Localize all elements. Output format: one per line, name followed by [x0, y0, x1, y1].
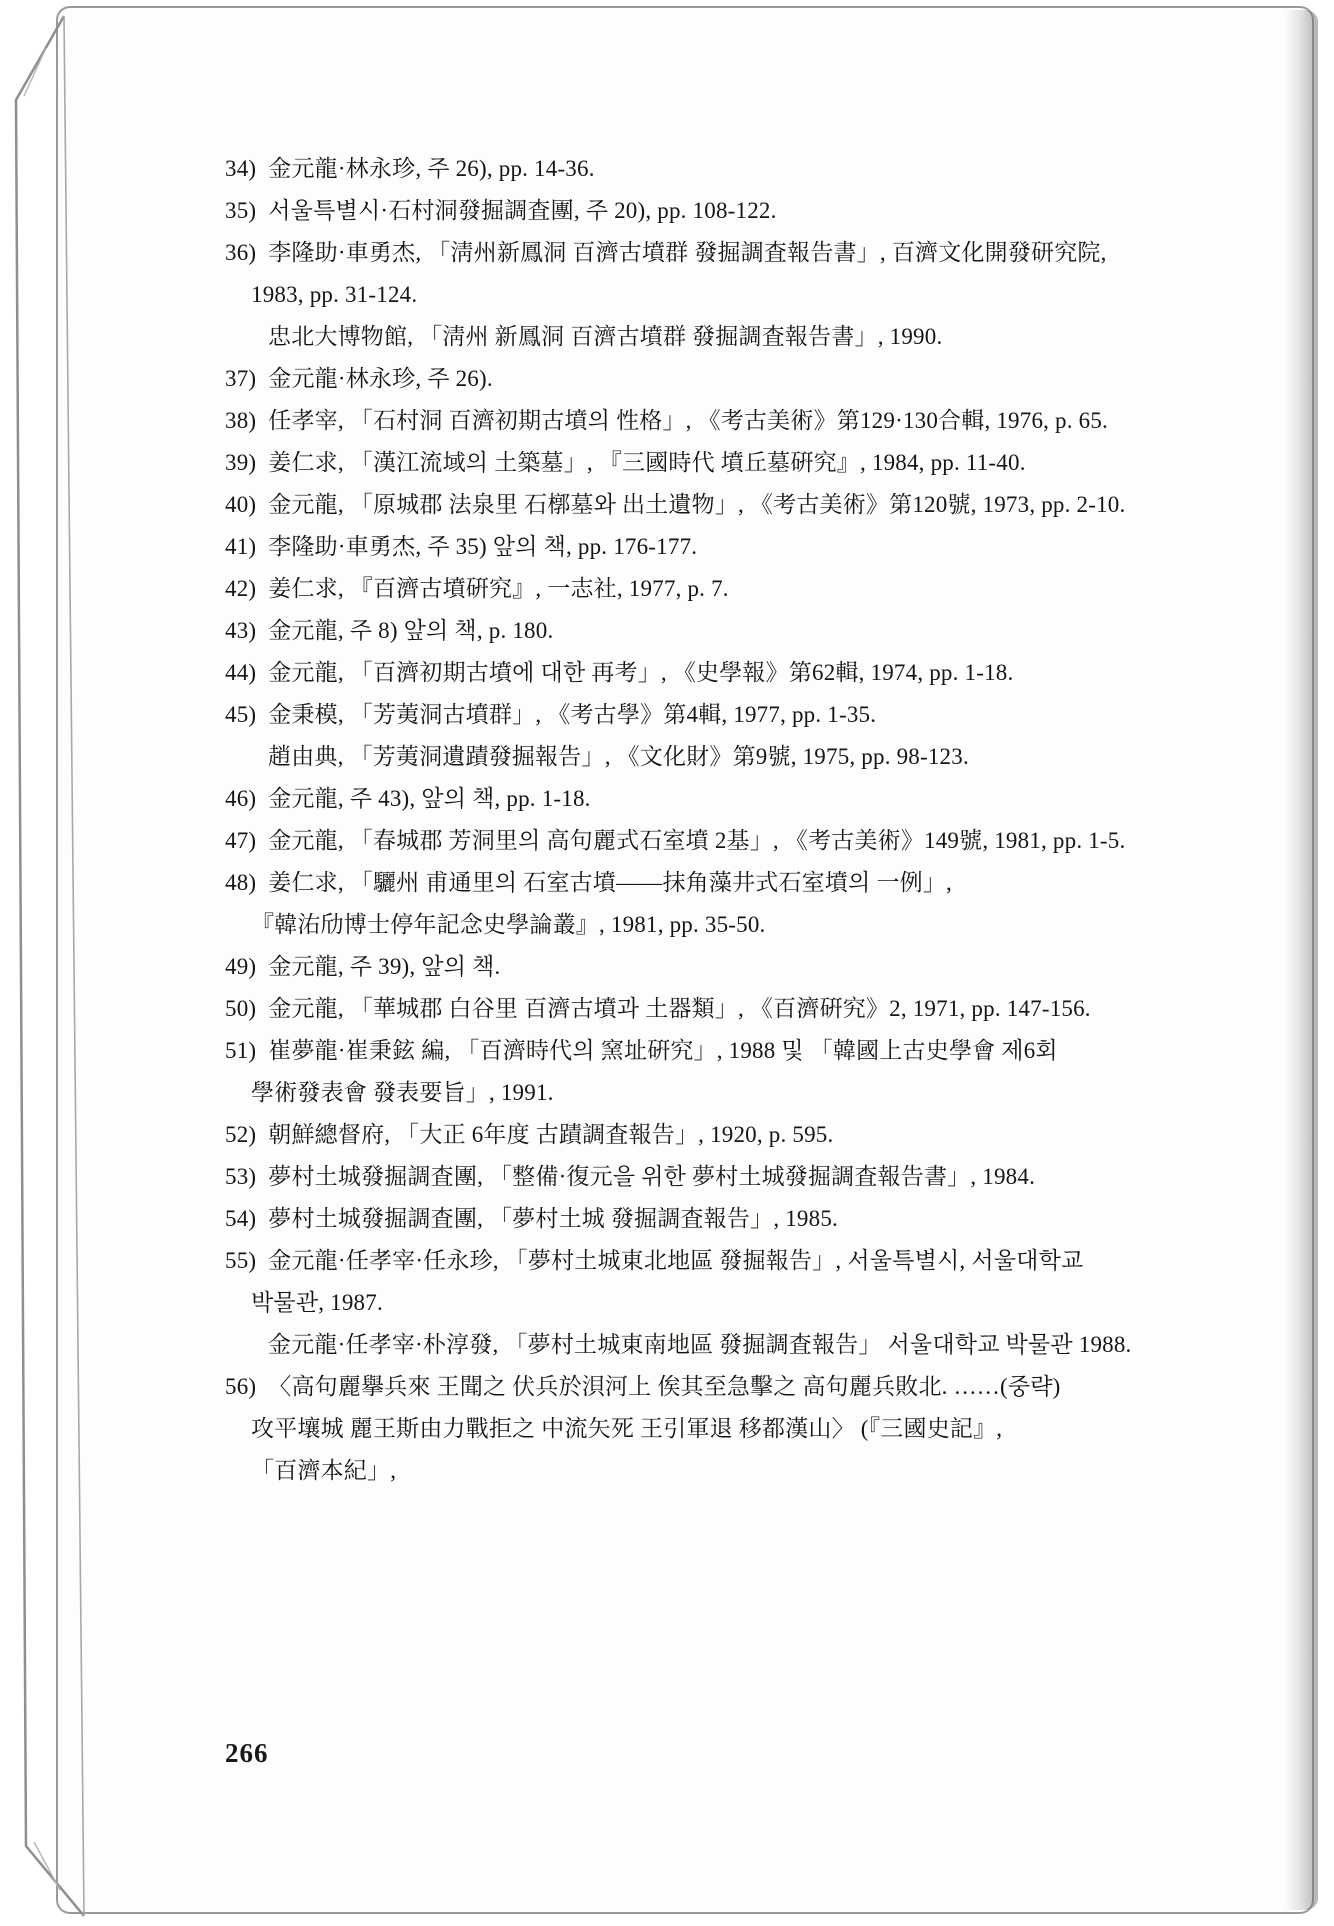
reference-entry — [225, 568, 1137, 610]
reference-text: 趙由典, 「芳荑洞遺蹟發掘報告」, 《文化財》第9號, 1975, pp. 98-123. — [268, 744, 969, 769]
reference-entry — [225, 1240, 1137, 1324]
reference-entry — [225, 1030, 1137, 1114]
reference-number: 55) — [225, 1248, 257, 1273]
reference-entry — [225, 862, 1137, 946]
reference-number: 36) — [225, 240, 257, 265]
reference-entry — [225, 1114, 1137, 1156]
reference-text: 李隆助·車勇杰, 주 35) 앞의 책, pp. 176-177. — [268, 534, 698, 559]
reference-text: 朝鮮總督府, 「大正 6年度 古蹟調査報告」, 1920, p. 595. — [268, 1122, 834, 1147]
reference-text: 金元龍, 「華城郡 白谷里 百濟古墳과 土器類」, 《百濟硏究》2, 1971, pp. 147-156. — [268, 996, 1091, 1021]
reference-text: 〈高句麗擧兵來 王聞之 伏兵於浿河上 俟其至急擊之 高句麗兵敗北. ……(중략) 攻平壤城 麗王斯由力戰拒之 中流矢死 王引軍退 移都漢山〉 (『三國史記』, 「百濟本紀」, — [251, 1374, 1061, 1483]
reference-number: 47) — [225, 828, 257, 853]
reference-number: 35) — [225, 198, 257, 223]
reference-text: 金元龍, 주 8) 앞의 책, p. 180. — [268, 618, 554, 643]
reference-entry — [225, 694, 1137, 736]
reference-text: 金元龍·林永珍, 주 26). — [268, 366, 493, 391]
reference-entry — [225, 442, 1137, 484]
reference-number: 41) — [225, 534, 257, 559]
reference-number: 48) — [225, 870, 257, 895]
reference-entry — [225, 652, 1137, 694]
reference-number: 40) — [225, 492, 257, 517]
reference-number: 42) — [225, 576, 257, 601]
reference-entry — [225, 820, 1137, 862]
reference-entry — [225, 1156, 1137, 1198]
reference-text: 金元龍, 「原城郡 法泉里 石槨墓와 出土遺物」, 《考古美術》第120號, 1973, pp. 2-10. — [268, 492, 1126, 517]
reference-text: 姜仁求, 「驪州 甫通里의 石室古墳——抹角藻井式石室墳의 一例」, 『韓㳓劤博士停年記念史學論叢』, 1981, pp. 35-50. — [251, 870, 953, 937]
reference-number: 50) — [225, 996, 257, 1021]
reference-number: 53) — [225, 1164, 257, 1189]
reference-entry — [225, 190, 1137, 232]
reference-text: 夢村土城發掘調査團, 「整備·復元을 위한 夢村土城發掘調査報告書」, 1984. — [268, 1164, 1036, 1189]
reference-text: 忠北大博物館, 「淸州 新鳳洞 百濟古墳群 發掘調査報告書」, 1990. — [268, 324, 943, 349]
reference-number: 44) — [225, 660, 257, 685]
page-number: 266 — [225, 1738, 269, 1768]
reference-number: 51) — [225, 1038, 257, 1063]
reference-text: 崔夢龍·崔秉鉉 編, 「百濟時代의 窯址硏究」, 1988 및 「韓國上古史學會 제6회 學術發表會 發表要旨」, 1991. — [251, 1038, 1058, 1105]
reference-text: 姜仁求, 『百濟古墳硏究』, 一志社, 1977, p. 7. — [268, 576, 729, 601]
reference-entry — [225, 1324, 1137, 1366]
reference-entry — [225, 358, 1137, 400]
reference-number: 34) — [225, 156, 257, 181]
reference-text: 金元龍·林永珍, 주 26), pp. 14-36. — [268, 156, 595, 181]
reference-number: 52) — [225, 1122, 257, 1147]
reference-number: 54) — [225, 1206, 257, 1231]
reference-entry — [225, 778, 1137, 820]
reference-text: 任孝宰, 「石村洞 百濟初期古墳의 性格」, 《考古美術》第129·130合輯, 1976, p. 65. — [268, 408, 1108, 433]
reference-text: 金元龍, 주 43), 앞의 책, pp. 1-18. — [268, 786, 591, 811]
reference-text: 金秉模, 「芳荑洞古墳群」, 《考古學》第4輯, 1977, pp. 1-35. — [268, 702, 877, 727]
reference-entry — [225, 148, 1137, 190]
reference-text: 서울특별시·石村洞發掘調査團, 주 20), pp. 108-122. — [268, 198, 777, 223]
reference-number: 37) — [225, 366, 257, 391]
reference-text: 金元龍·任孝宰·朴淳發, 「夢村土城東南地區 發掘調査報告」 서울대학교 박물관 1988. — [268, 1332, 1132, 1357]
reference-number: 46) — [225, 786, 257, 811]
reference-number: 45) — [225, 702, 257, 727]
reference-number: 49) — [225, 954, 257, 979]
reference-entry — [225, 736, 1137, 778]
reference-entry — [225, 610, 1137, 652]
reference-text: 姜仁求, 「漢江流域의 土築墓」, 『三國時代 墳丘墓硏究』, 1984, pp. 11-40. — [268, 450, 1026, 475]
references-list — [225, 148, 1137, 1492]
reference-text: 金元龍, 「春城郡 芳洞里의 高句麗式石室墳 2基」, 《考古美術》149號, 1981, pp. 1-5. — [268, 828, 1126, 853]
reference-number: 56) — [225, 1374, 257, 1399]
reference-text: 夢村土城發掘調査團, 「夢村土城 發掘調査報告」, 1985. — [268, 1206, 838, 1231]
reference-entry — [225, 988, 1137, 1030]
reference-number: 38) — [225, 408, 257, 433]
reference-text: 金元龍, 주 39), 앞의 책. — [268, 954, 501, 979]
reference-text: 金元龍, 「百濟初期古墳에 대한 再考」, 《史學報》第62輯, 1974, pp. 1-18. — [268, 660, 1014, 685]
reference-entry — [225, 526, 1137, 568]
page-curl-shade — [1284, 10, 1318, 1910]
reference-text: 李隆助·車勇杰, 「淸州新鳳洞 百濟古墳群 發掘調査報告書」, 百濟文化開發研究院, 1983, pp. 31-124. — [251, 240, 1107, 307]
reference-number: 39) — [225, 450, 257, 475]
reference-entry — [225, 1366, 1137, 1492]
reference-entry — [225, 1198, 1137, 1240]
reference-entry — [225, 400, 1137, 442]
reference-text: 金元龍·任孝宰·任永珍, 「夢村土城東北地區 發掘報告」, 서울특별시, 서울대학교 박물관, 1987. — [251, 1248, 1084, 1315]
reference-entry — [225, 484, 1137, 526]
reference-entry — [225, 232, 1137, 316]
reference-entry — [225, 946, 1137, 988]
reference-number: 43) — [225, 618, 257, 643]
reference-entry — [225, 316, 1137, 358]
